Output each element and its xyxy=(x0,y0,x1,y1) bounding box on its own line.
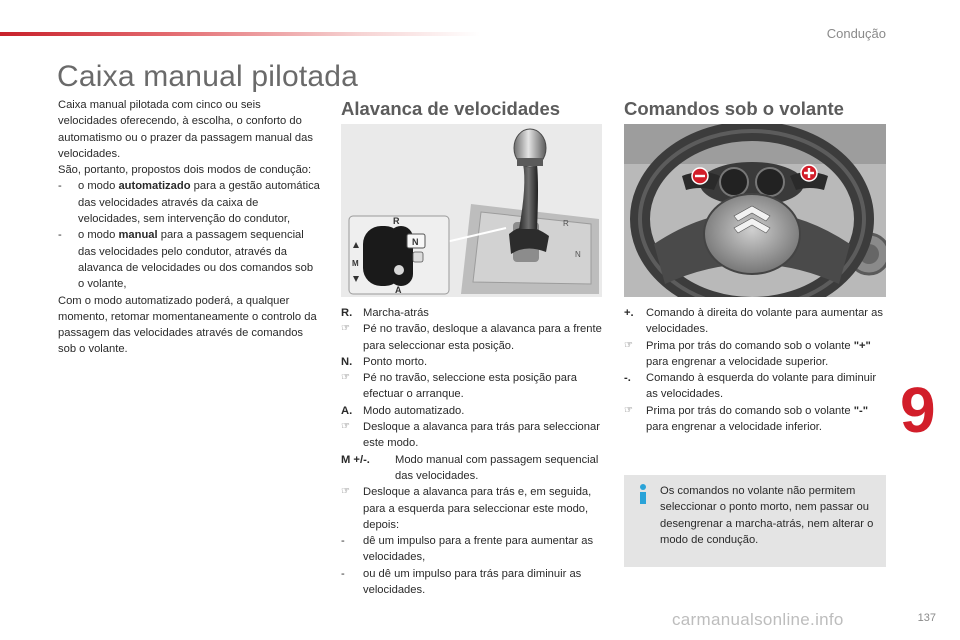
steering-wheel-illustration xyxy=(624,124,886,297)
info-note-text: Os comandos no volante não permitem seleccionar o ponto morto, nem passar ou desengrenar a marcha-atrás, nem alterar o modo de condução. xyxy=(660,485,874,546)
lever-heading: Alavanca de velocidades xyxy=(341,98,561,119)
hand-pointer-icon: ☞ xyxy=(341,421,350,433)
lever-substep-down: - ou dê um impulso para trás para diminuir as velocidades. xyxy=(341,567,582,597)
minus-command-term: "-" xyxy=(853,404,869,417)
gear-lever-svg xyxy=(341,124,602,297)
lever-step-a: ☞ Desloque a alavanca para trás para seleccionar este modo. xyxy=(341,419,603,452)
lever-item-r: R. Marcha-atrás xyxy=(341,307,429,319)
wheel-item-plus: +. Comando à direita do volante para aumentar as velocidades. xyxy=(624,307,883,336)
wheel-instructions xyxy=(624,305,886,435)
wheel-step-plus: ☞ Prima por trás do comando sob o volante "+" para engrenar a velocidade superior. xyxy=(624,338,886,371)
wheel-item-minus: -. Comando à esquerda do volante para diminuir as velocidades. xyxy=(624,372,877,401)
lever-item-a: A. Modo automatizado. xyxy=(341,404,465,417)
page-number: 137 xyxy=(917,612,936,624)
mode-item-automatic: - o modo automatizado para a gestão automática das velocidades através da caixa de velocidades, sem intervenção do condutor, xyxy=(58,180,320,226)
steering-wheel-svg xyxy=(624,124,886,297)
hand-pointer-icon: ☞ xyxy=(341,486,350,498)
watermark: carmanualsonline.info xyxy=(672,610,844,629)
lever-substep-up: - dê um impulso para a frente para aumentar as velocidades, xyxy=(341,535,594,564)
intro-column xyxy=(58,97,320,358)
info-icon xyxy=(636,483,650,505)
hand-pointer-icon: ☞ xyxy=(624,404,633,416)
wheel-heading: Comandos sob o volante xyxy=(624,98,844,119)
lever-step-m: ☞ Desloque a alavanca para trás e, em seguida, para a esquerda para seleccionar este modo, depois: xyxy=(341,484,603,533)
gate-label-r-zoom: R xyxy=(393,216,400,226)
gear-lever-illustration xyxy=(341,124,602,297)
intro-paragraph-3: Com o modo automatizado poderá, a qualquer momento, retomar momentaneamente o controlo da passagem das velocidades através de comandos sob o volante. xyxy=(58,294,317,356)
info-note xyxy=(624,475,886,567)
hand-pointer-icon: ☞ xyxy=(341,372,350,384)
mode-automatic-term: automatizado xyxy=(118,180,191,193)
lever-item-n: N. Ponto morto. xyxy=(341,355,428,368)
page-title: Caixa manual pilotada xyxy=(57,60,359,93)
lever-step-r: ☞ Pé no travão, desloque a alavanca para a frente para seleccionar esta posição. xyxy=(341,321,603,354)
section-label: Condução xyxy=(826,26,886,41)
hand-pointer-icon: ☞ xyxy=(624,339,633,351)
intro-paragraph-2: São, portanto, propostos dois modos de condução: xyxy=(58,164,312,177)
wheel-step-minus: ☞ Prima por trás do comando sob o volante "-" para engrenar a velocidade inferior. xyxy=(624,403,886,436)
hand-pointer-icon: ☞ xyxy=(341,323,350,335)
gate-label-m: M xyxy=(352,259,359,268)
intro-paragraph-1: Caixa manual pilotada com cinco ou seis velocidades oferecendo, à escolha, o conforto do automatismo ou o prazer da passagem manual das velocidades. xyxy=(58,99,313,160)
lever-item-m: M +/-. Modo manual com passagem sequencial das velocidades. xyxy=(341,453,599,482)
mode-manual-term: manual xyxy=(118,229,158,242)
gate-label-a: A xyxy=(395,285,402,295)
lever-instructions xyxy=(341,305,603,598)
chapter-number: 9 xyxy=(900,374,936,446)
gate-label-r: R xyxy=(563,219,569,228)
gate-label-n: N xyxy=(575,250,581,259)
lever-step-n: ☞ Pé no travão, seleccione esta posição para efectuar o arranque. xyxy=(341,370,603,403)
plus-command-term: "+" xyxy=(853,339,871,352)
header-accent-bar xyxy=(0,32,480,36)
mode-item-manual: - o modo manual para a passagem sequencial das velocidades pelo condutor, através da alavanca de velocidades ou dos comandos sob o volante, xyxy=(58,229,314,291)
gate-label-n-zoom: N xyxy=(412,237,419,247)
